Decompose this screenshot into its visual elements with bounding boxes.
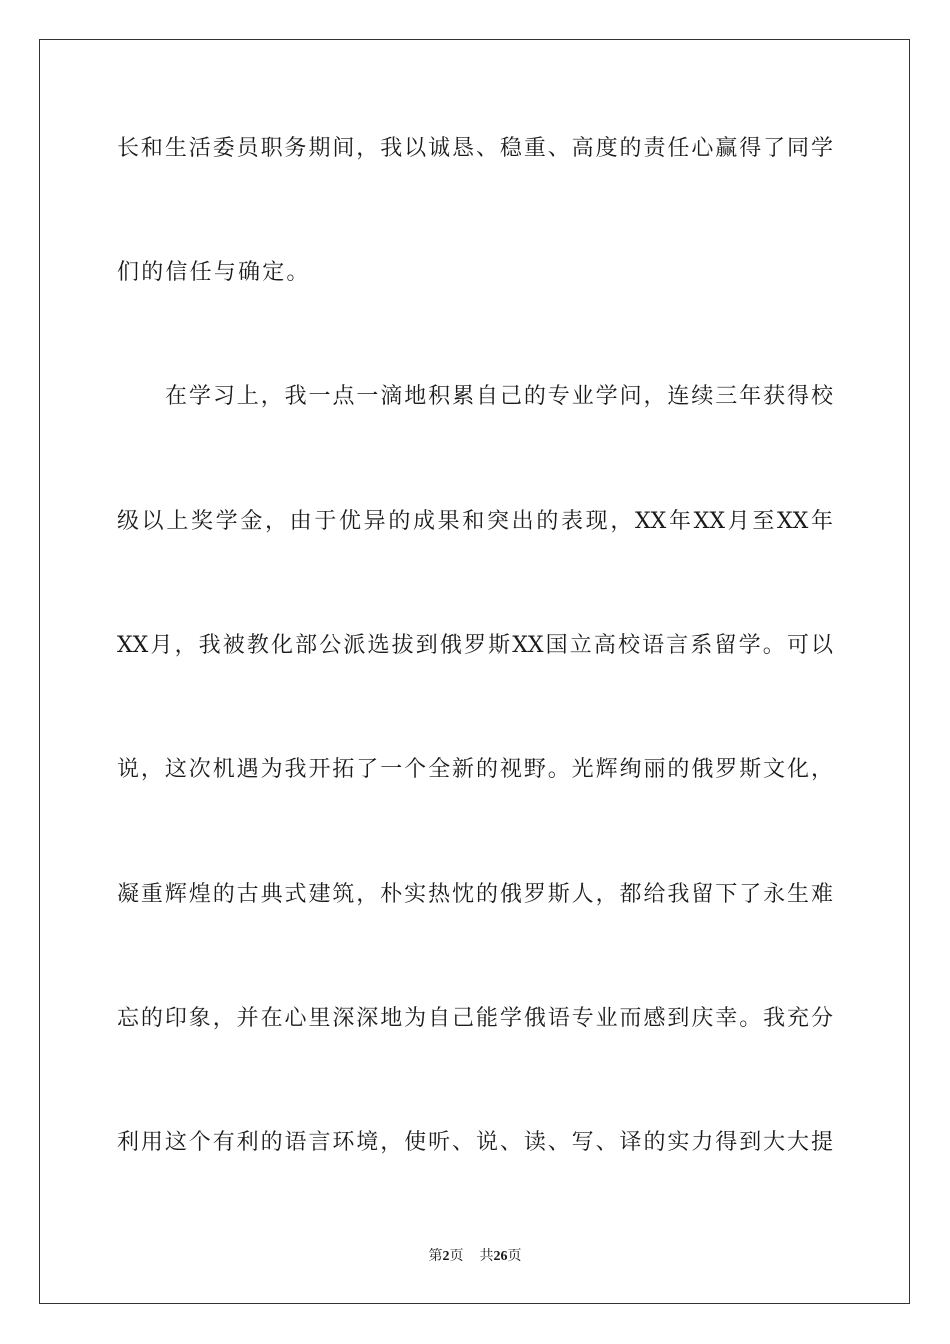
total-suffix: 页 xyxy=(507,1248,522,1264)
body-line-3: 在学习上，我一点一滴地积累自己的专业学问，连续三年获得校 xyxy=(165,384,833,409)
body-line-6: 说，这次机遇为我开拓了一个全新的视野。光辉绚丽的俄罗斯文化， xyxy=(117,757,833,782)
page-border xyxy=(39,39,910,1304)
page-number: 2 xyxy=(442,1249,450,1264)
body-line-1: 长和生活委员职务期间，我以诚恳、稳重、高度的责任心赢得了同学 xyxy=(117,136,833,161)
body-line-4: 级以上奖学金，由于优异的成果和突出的表现，XX年XX月至XX年 xyxy=(117,509,833,534)
total-pages: 26 xyxy=(493,1249,508,1264)
body-line-5: XX月，我被教化部公派选拔到俄罗斯XX国立高校语言系留学。可以 xyxy=(117,633,833,658)
body-line-2: 们的信任与确定。 xyxy=(117,260,311,285)
total-prefix: 共 xyxy=(479,1248,494,1264)
page-suffix: 页 xyxy=(449,1248,464,1264)
page-prefix: 第 xyxy=(428,1248,443,1264)
body-line-7: 凝重辉煌的古典式建筑，朴实热忱的俄罗斯人，都给我留下了永生难 xyxy=(117,882,833,907)
body-line-8: 忘的印象，并在心里深深地为自己能学俄语专业而感到庆幸。我充分 xyxy=(117,1006,833,1031)
body-line-9: 利用这个有利的语言环境，使听、说、读、写、译的实力得到大大提 xyxy=(117,1130,833,1155)
page-footer xyxy=(0,1247,950,1266)
